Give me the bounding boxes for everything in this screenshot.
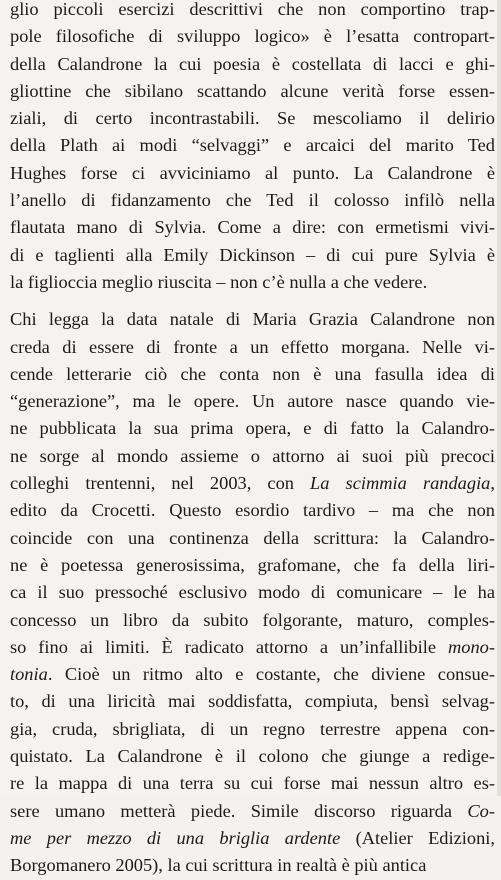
text-run: edito da Crocetti. Questo esordio tardivo – ma che non: [10, 500, 495, 521]
text-line: [10, 661, 495, 688]
text-run: glio piccoli esercizi descrittivi che non comportino trap-: [10, 0, 495, 19]
text-line: [10, 770, 495, 797]
text-run: di e taglienti alla Emily Dickinson – di cui pure Sylvia è: [10, 244, 495, 265]
text-line: [10, 470, 495, 497]
text-line: [10, 306, 495, 333]
text-run: coincide con una continenza della scrittura: la Calandro-: [10, 527, 495, 548]
text-run: ,: [490, 473, 495, 494]
text-line: [10, 525, 495, 552]
book-title: Co-: [467, 800, 495, 821]
text-line: [10, 23, 495, 50]
text-line: [10, 579, 495, 606]
text-line: [10, 334, 495, 361]
text-line: [10, 51, 495, 78]
text-line: [10, 187, 495, 214]
text-run: della Calandrone la cui poesia è costellata di lacci e ghi-: [10, 53, 495, 74]
book-title: me per mezzo di una briglia ardente: [10, 827, 341, 848]
text-line: [10, 132, 495, 159]
text-line: [10, 634, 495, 661]
text-line: [10, 607, 495, 634]
text-run: cende letterarie ciò che conta non è una fasulla idea di: [10, 363, 495, 384]
text-run: della Plath ai modi “selvaggi” e arcaici del marito Ted: [10, 135, 495, 156]
emphasis-text: tonia: [10, 664, 48, 685]
text-line: [10, 0, 495, 23]
text-line: [10, 552, 495, 579]
text-run: ne pubblicata la sua prima opera, e di fatto la Calandro-: [10, 418, 495, 439]
text-run: creda di essere di fronte a un effetto morgana. Nelle vi-: [10, 336, 495, 357]
text-run: colleghi trentenni, nel 2003, con: [10, 473, 311, 494]
text-run: gia, cruda, sbrigliata, di un regno terrestre appena con-: [10, 718, 495, 739]
paragraph-2: [10, 306, 495, 879]
text-line: [10, 497, 495, 524]
text-run: la figlioccia meglio riuscita – non c’è nulla a che vedere.: [10, 271, 428, 292]
text-line: [10, 415, 495, 442]
text-run: “generazione”, ma le opere. Un autore nasce quando vie-: [10, 391, 495, 412]
text-run: Chi legga la data natale di Maria Grazia Calandrone non: [10, 309, 495, 330]
text-run: quistato. La Calandrone è il colono che giunge a redige-: [10, 746, 495, 767]
text-run: Borgomanero 2005), la cui scrittura in realtà è più antica: [10, 855, 427, 876]
text-run: ne sorge al mondo assieme o attorno ai suoi più precoci: [10, 445, 495, 466]
text-run: (Atelier Edizioni,: [340, 827, 495, 848]
text-run: to, di una liricità mai soddisfatta, compiuta, bensì selvag-: [10, 691, 495, 712]
emphasis-text: mono-: [448, 636, 495, 657]
text-run: concesso un libro da subito folgorante, maturo, comples-: [10, 609, 495, 630]
text-line: [10, 214, 495, 241]
text-line: [10, 688, 495, 715]
text-run: gliottine che sibilano scattando alcune verità forse essen-: [10, 80, 495, 101]
text-run: l’anello di fidanzamento che Ted il colosso infilò nella: [10, 190, 495, 211]
text-line: [10, 743, 495, 770]
text-line: [10, 852, 495, 879]
text-run: sere umano metterà piede. Simile discorso riguarda: [10, 800, 468, 821]
text-line: [10, 388, 495, 415]
text-run: ca il suo pressoché esclusivo modo di comunicare – le ha: [10, 582, 495, 603]
paragraph-1: [10, 0, 495, 296]
text-line: [10, 105, 495, 132]
text-run: ne è poetessa generosissima, grafomane, che fa della liri-: [10, 554, 495, 575]
text-run: re la mappa di una terra su cui forse mai nessun altro es-: [10, 773, 495, 794]
text-run: . Cioè un ritmo alto e costante, che diviene consue-: [47, 664, 495, 685]
book-title: La scimmia randagia: [310, 473, 491, 494]
text-line: [10, 242, 495, 269]
text-run: ziali, di certo incontrastabili. Se mescoliamo il delirio: [10, 108, 495, 129]
page-edge-shadow: [497, 0, 501, 796]
text-line: [10, 716, 495, 743]
text-line: [10, 361, 495, 388]
text-line: [10, 269, 495, 296]
text-run: so fino ai limiti. È radicato attorno a un’infallibile: [10, 636, 448, 657]
text-run: flautata mano di Sylvia. Come a dire: con ermetismi vivi-: [10, 217, 495, 238]
text-line: [10, 160, 495, 187]
text-run: Hughes forse ci avviciniamo al punto. La Calandrone è: [10, 162, 495, 183]
text-run: pole filosofiche di sviluppo logico» è l’esatta contropart-: [10, 26, 495, 47]
text-line: [10, 78, 495, 105]
text-line: [10, 443, 495, 470]
text-line: [10, 825, 495, 852]
text-line: [10, 798, 495, 825]
